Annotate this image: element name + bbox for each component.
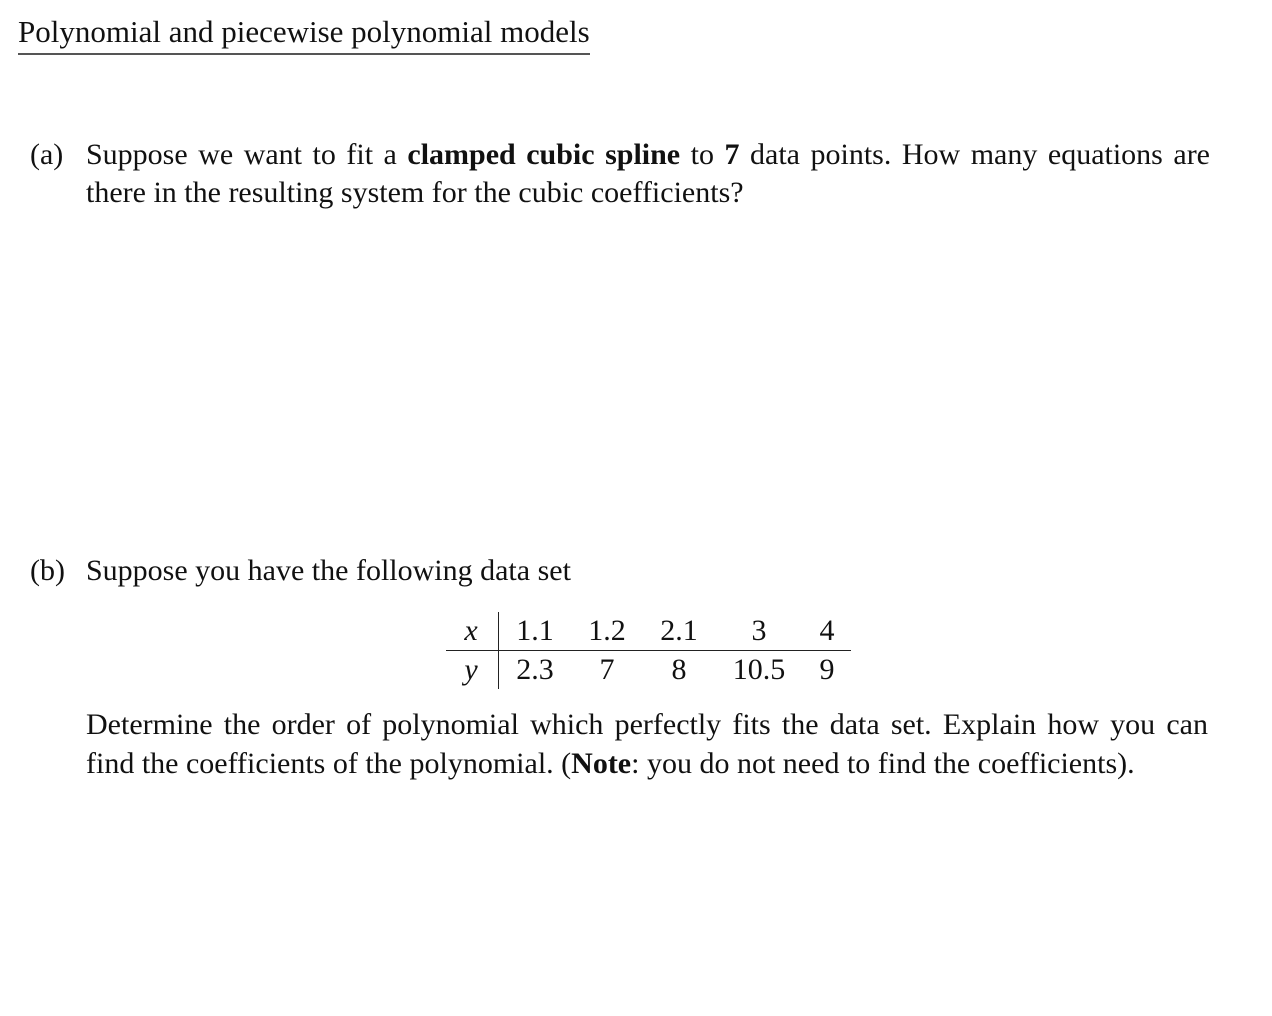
question-a-text-part: to [680, 138, 725, 171]
table-cell: 3 [715, 612, 803, 651]
table-row-x [446, 612, 851, 651]
table-header-x: x [446, 612, 499, 651]
table-cell: 1.1 [499, 612, 572, 651]
table-row-y [446, 651, 851, 690]
table-header-y: y [446, 651, 499, 690]
question-b-label: (b) [30, 554, 65, 587]
question-a-bold-count: 7 [724, 138, 740, 171]
question-b-intro: Suppose you have the following data set [86, 554, 571, 587]
question-a [30, 136, 1210, 212]
question-b-instructions [86, 705, 1208, 783]
question-a-text-part: Suppose we want to fit a [86, 138, 408, 171]
table-cell: 2.3 [516, 653, 554, 686]
page-title: Polynomial and piecewise polynomial models [18, 14, 590, 55]
question-a-label: (a) [30, 138, 64, 171]
question-b [30, 552, 1210, 590]
table-cell: 1.2 [571, 612, 643, 651]
question-a-bold-term: clamped cubic spline [407, 138, 681, 171]
table-cell: 9 [819, 653, 835, 686]
table-cell: 10.5 [732, 653, 786, 686]
question-b-text-part: : you do not need to find the coefficients). [631, 747, 1135, 780]
question-b-text-part: Determine the order of polynomial which perfectly fits the data set. Explain how you can find the coefficients of the polynomial. ( [86, 708, 1208, 780]
table-cell: 8 [671, 653, 687, 686]
table-cell: 2.1 [643, 612, 715, 651]
table-cell: 7 [599, 653, 615, 686]
note-label: Note [571, 747, 632, 780]
question-a-text [86, 136, 1210, 212]
question-a-text-part: data points. How many equations are there in the resulting system for the cubic coefficients? [86, 138, 1210, 209]
data-table [446, 612, 851, 689]
table-cell: 4 [803, 612, 851, 651]
